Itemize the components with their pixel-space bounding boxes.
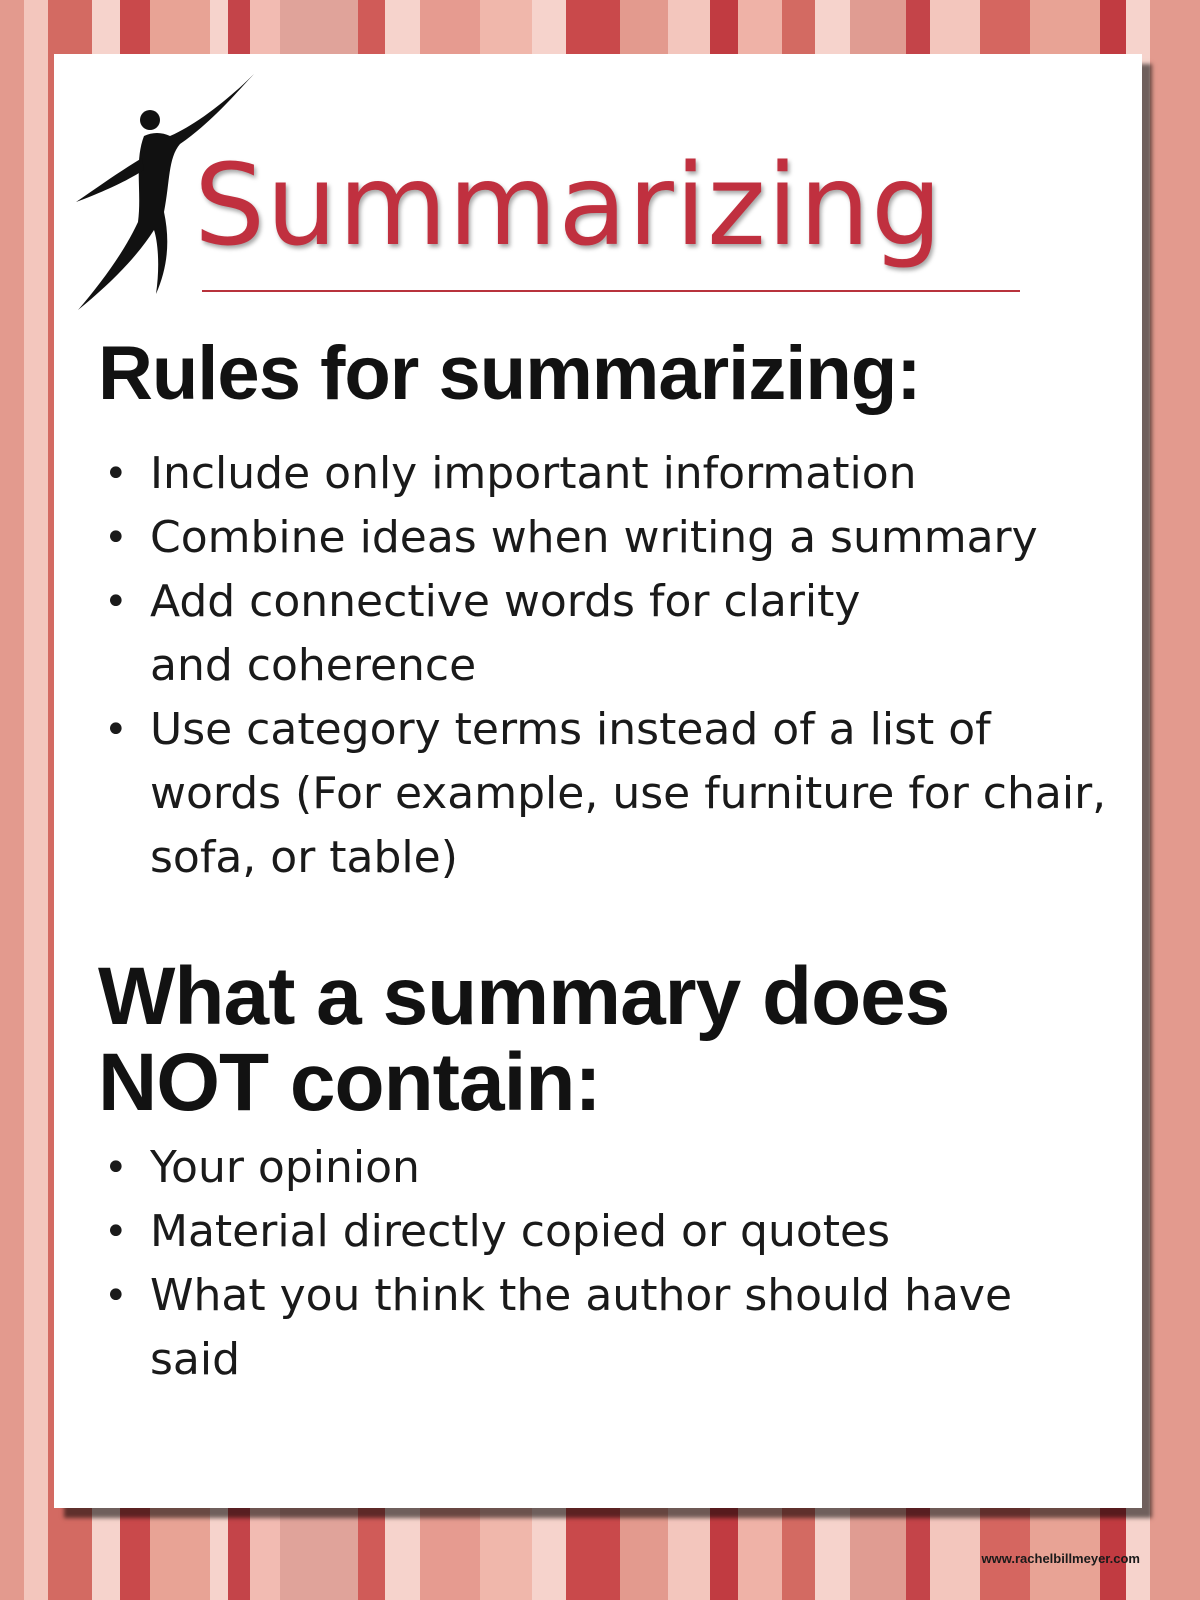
list-item-text: Add connective words for clarity and coherence <box>150 576 861 691</box>
list-item: • Material directly copied or quotes <box>104 1206 891 1257</box>
list-item: • What you think the author should have said <box>104 1270 1013 1385</box>
list-item-text: Your opinion <box>150 1142 420 1193</box>
poster-card <box>54 54 1142 1508</box>
list-item-text: Material directly copied or quotes <box>150 1206 891 1257</box>
poster-title: Summarizing <box>194 141 944 271</box>
list-item: • Add connective words for clarity and coherence <box>104 576 861 691</box>
list-item: • Combine ideas when writing a summary <box>104 512 1038 563</box>
list-item: • Your opinion <box>104 1142 420 1193</box>
not-contain-heading: What a summary does NOT contain: <box>98 951 950 1129</box>
list-item-text: What you think the author should have said <box>150 1270 1013 1385</box>
rules-list <box>98 442 1138 890</box>
list-item: • Include only important information <box>104 448 917 499</box>
list-item-text: Use category terms instead of a list of words (For example, use furniture for chair, sofa, or table) <box>150 704 1107 883</box>
list-item-text: Include only important information <box>150 448 917 499</box>
not-contain-list <box>98 1136 1138 1392</box>
list-item: • Use category terms instead of a list of words (For example, use furniture for chair, sofa, or table) <box>104 704 1107 883</box>
website-url: www.rachelbillmeyer.com <box>981 1551 1140 1566</box>
rules-heading: Rules for summarizing: <box>98 331 921 416</box>
list-item-text: Combine ideas when writing a summary <box>150 512 1038 563</box>
title-underline <box>202 290 1020 292</box>
